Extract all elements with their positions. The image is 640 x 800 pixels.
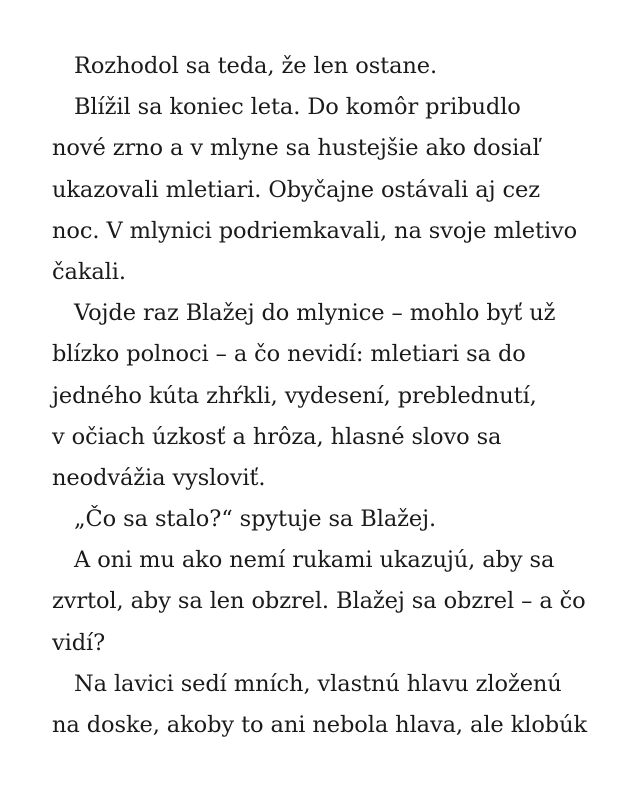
page-text [52, 46, 592, 746]
text-line: A oni mu ako nemí rukami ukazujú, aby sa [74, 547, 555, 574]
text-line: Blížil sa koniec leta. Do komôr pribudlo [74, 94, 521, 121]
text-line: Na lavici sedí mních, vlastnú hlavu zloženú [74, 670, 562, 697]
text-line: ukazovali mletiari. Obyčajne ostávali aj cez [52, 176, 541, 203]
text-line: v očiach úzkosť a hrôza, hlasné slovo sa [52, 423, 502, 450]
text-line: jedného kúta zhŕkli, vydesení, preblednutí, [52, 382, 537, 409]
text-line: zvrtol, aby sa len obzrel. Blažej sa obzrel – a čo [52, 588, 586, 615]
text-line: na doske, akoby to ani nebola hlava, ale klobúk [52, 712, 587, 738]
text-line: nové zrno a v mlyne sa hustejšie ako dosiaľ [52, 135, 540, 162]
text-line: neodvážia vysloviť. [52, 464, 266, 491]
text-line: vidí? [52, 629, 106, 656]
text-line: „Čo sa stalo?“ spytuje sa Blažej. [74, 506, 437, 533]
text-line: noc. V mlynici podriemkavali, na svoje mletivo [52, 217, 578, 244]
text-line: Rozhodol sa teda, že len ostane. [74, 53, 438, 79]
text-line: čakali. [52, 258, 126, 285]
text-line: blízko polnoci – a čo nevidí: mletiari sa do [52, 341, 526, 368]
text-line: Vojde raz Blažej do mlynice – mohlo byť už [74, 300, 556, 327]
